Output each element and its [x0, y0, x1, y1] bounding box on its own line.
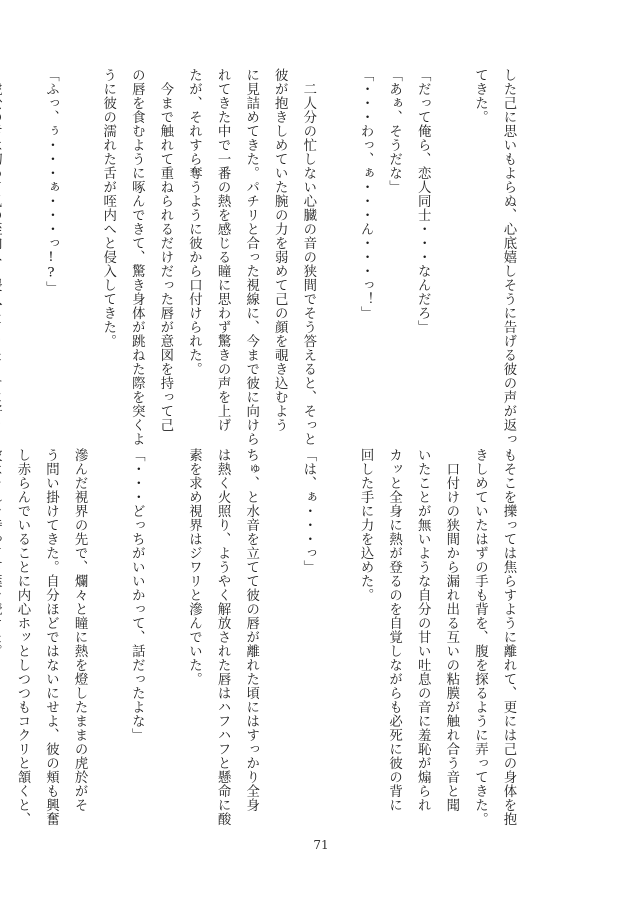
text-line: 「・・・わっ、ぁ・・・ん・・・っ！」 [358, 68, 374, 320]
text-column-bottom [14, 448, 522, 826]
text-line: は熱く火照り、ようやく解放された唇はハフハフと懸命に酸 [215, 448, 231, 826]
text-line [322, 68, 351, 463]
text-column-top [43, 68, 522, 463]
page-number: 71 [313, 838, 329, 852]
text-line: カッと全身に熱が登るのを自覚しながらも必死に彼の背に [386, 448, 402, 812]
text-line: てきた。 [472, 68, 488, 124]
text-line [265, 448, 294, 826]
text-line: う問い掛けてきた。自分ほどではないにせよ、彼の頬も興奮 [43, 448, 59, 826]
text-line: 口付けの狭間から漏れ出る互いの粘膜が触れ合う音と聞 [443, 448, 459, 812]
text-line [93, 448, 122, 826]
text-line [436, 68, 465, 463]
text-line [7, 68, 36, 463]
text-line: たが、それすら奪うように彼から口付けられた。 [186, 68, 202, 376]
text-line: 今まで触れて重ねられるだけだった唇が意図を持って己 [157, 68, 173, 432]
text-line: 回した手に力を込めた。 [358, 448, 374, 602]
text-line: れてきた中で一番の熱を感じる瞳に思わず驚きの声を上げ [215, 68, 231, 432]
text-line: し赤らんでいることに内心ホッとしつつもコクリと頷くと、 [14, 448, 30, 826]
text-line: もそこを擽っては焦らすように離れて、更には己の身体を抱 [501, 448, 516, 826]
text-line: 滲んだ視界の先で、爛々と瞳に熱を燈したままの虎於がそ [72, 448, 88, 812]
text-line: 「は、ぁ・・・っ」 [300, 448, 316, 574]
text-line: いたことが無いような自分の甘い吐息の音に羞恥が煽られ [415, 448, 431, 812]
text-line: した己に思いもよらぬ、心底嬉しそうに告げる彼の声が返っ [501, 68, 516, 446]
text-line: ちゅ、と水音を立てて彼の唇が離れた頃にはすっかり全身 [243, 448, 259, 812]
text-line [0, 448, 7, 826]
text-line: 「あぁ、そうだな」 [386, 68, 402, 194]
text-line [65, 68, 94, 463]
text-line: 彼が抱きしめていた腕の力を弱めて己の顔を覗き込むよう [272, 68, 288, 432]
text-line: きしめていたはずの手も背を、腹を探るように弄ってきた。 [472, 448, 488, 826]
text-line [322, 448, 351, 826]
text-line: の唇を食むように啄んできて、驚き身体が跳ねた際を突くよ [129, 68, 145, 446]
text-line [150, 448, 179, 826]
text-line: に見詰めてきた。パチリと合った視線に、今まで彼に向けら [243, 68, 259, 446]
text-line: 素を求め視界はジワリと滲んでいた。 [186, 448, 202, 686]
text-line [0, 68, 7, 463]
text-line: 「だって俺ら、恋人同士・・・なんだろ」 [415, 68, 431, 334]
text-line: 「・・・どっちがいいかって、話だったよな」 [129, 448, 145, 742]
text-line: うに彼の濡れた舌が咥内へと侵入してきた。 [100, 68, 116, 348]
text-line: 二人分の忙しない心臓の音の狭間でそう答えると、そっと [300, 68, 316, 446]
text-line: 「ふっ、ぅ・・・ぁ・・・っ!?」 [43, 68, 59, 296]
